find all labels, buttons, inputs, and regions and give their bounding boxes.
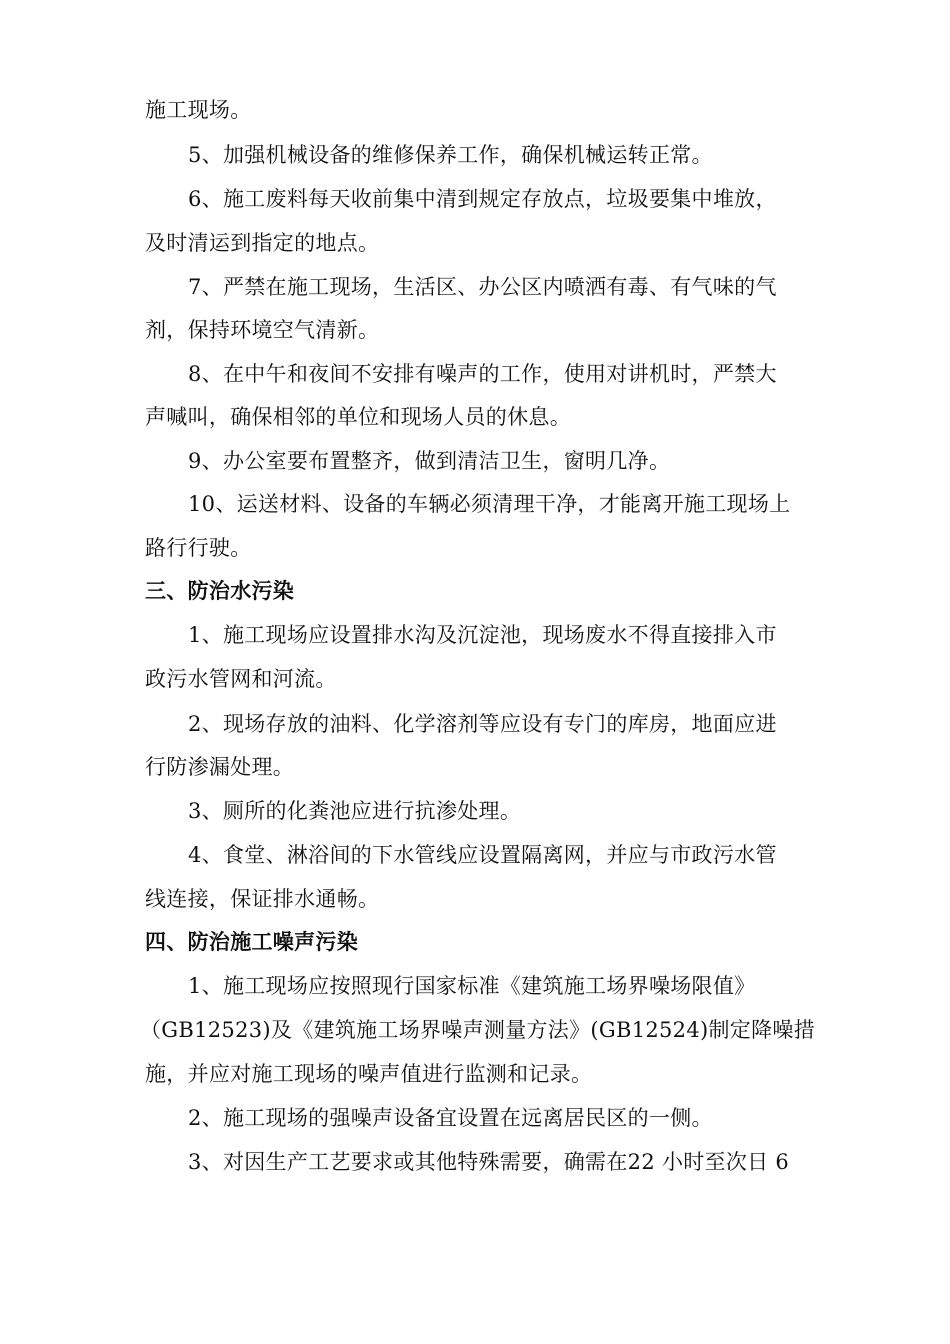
text-line-16: 行防渗漏处理。 bbox=[145, 755, 295, 779]
text-line-6: 剂，保持环境空气清新。 bbox=[145, 318, 380, 342]
text-line-4: 及时清运到指定的地点。 bbox=[145, 231, 380, 255]
text-line-7: 8、在中午和夜间不安排有噪声的工作，使用对讲机时，严禁大 bbox=[188, 362, 777, 386]
text-line-3: 6、施工废料每天收前集中清到规定存放点，垃圾要集中堆放， bbox=[188, 187, 777, 211]
text-line-8: 声喊叫，确保相邻的单位和现场人员的休息。 bbox=[145, 405, 571, 429]
text-line-21: 1、施工现场应按照现行国家标准《建筑施工场界噪场限值》 bbox=[188, 974, 756, 998]
text-line-5: 7、严禁在施工现场，生活区、办公区内喷洒有毒、有气味的气 bbox=[188, 275, 777, 299]
text-line-24: 2、施工现场的强噪声设备宜设置在远离居民区的一侧。 bbox=[188, 1106, 713, 1130]
text-line-9: 9、办公室要布置整齐，做到清洁卫生，窗明几净。 bbox=[188, 449, 671, 473]
section-heading-noise: 四、防治施工噪声污染 bbox=[145, 930, 358, 954]
text-line-11: 路行行驶。 bbox=[145, 536, 252, 560]
text-line-22: （GB12523)及《建筑施工场界噪声测量方法》(GB12524)制定降噪措 bbox=[140, 1018, 815, 1042]
text-line-19: 线连接，保证排水通畅。 bbox=[145, 887, 380, 911]
text-line-18: 4、食堂、淋浴间的下水管线应设置隔离网，并应与市政污水管 bbox=[188, 843, 777, 867]
text-line-15: 2、现场存放的油料、化学溶剂等应设有专门的库房，地面应进 bbox=[188, 712, 777, 736]
text-line-1: 施工现场。 bbox=[145, 98, 252, 122]
text-line-17: 3、厕所的化粪池应进行抗渗处理。 bbox=[188, 799, 522, 823]
text-line-23: 施，并应对施工现场的噪声值进行监测和记录。 bbox=[145, 1062, 593, 1086]
text-line-2: 5、加强机械设备的维修保养工作，确保机械运转正常。 bbox=[188, 143, 713, 167]
text-line-13: 1、施工现场应设置排水沟及沉淀池，现场废水不得直接排入市 bbox=[188, 623, 777, 647]
section-heading-water: 三、防治水污染 bbox=[145, 579, 295, 603]
text-line-25: 3、对因生产工艺要求或其他特殊需要，确需在22 小时至次日 6 bbox=[188, 1150, 790, 1174]
text-line-10: 10、运送材料、设备的车辆必须清理干净，才能离开施工现场上 bbox=[188, 492, 791, 516]
text-line-14: 政污水管网和河流。 bbox=[145, 667, 337, 691]
